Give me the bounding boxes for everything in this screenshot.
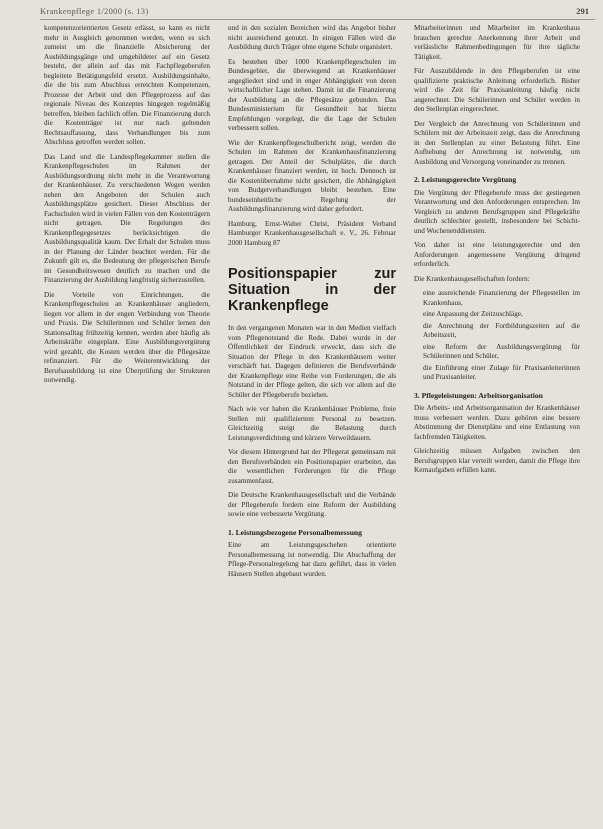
paragraph: Gleichzeitig müssen Aufgaben zwischen den Berufsgruppen klar verteilt werden, damit die Pflege ihre Kernaufgaben erfüllen kann. (414, 447, 580, 474)
paragraph: Der Vergleich der Anrechnung von Schülerinnen und Schülern mit der Arbeitszeit zeigt, dass die Anrechnung in den Stellenplan zu einer Belastung führt. Eine Aufhebung der Anrechnung ist notwendig, um Ausbildung und Versorgung voneinander zu trennen. (414, 119, 580, 166)
header-rule (40, 19, 595, 20)
text-column-middle (228, 24, 396, 824)
paragraph: Eine am Leistungsgeschehen orientierte Personalbemessung ist notwendig. Die Abschaffung der Pflege-Personalregelung hat dazu geführt, dass in vielen Häusern Stellen abgebaut wurden. (228, 541, 396, 578)
list-item: • eine Anpassung der Zeitzuschläge, (423, 310, 580, 320)
paragraph: Wie der Krankenpflegeschulbericht zeigt, werden die Schulen im Rahmen der Krankenhausfinanzierung getragen. Der Anteil der Schulplätze, die durch Krankenhäuser finanziert werden, ist hoch. Dennoch ist die Kostenübernahme nicht gesichert, die Abhängigkeit von Budgetverhandlungen bleibt bestehen. Eine bundeseinheitliche Regelung der Ausbildungsfinanzierung wird daher gefordert. (228, 138, 396, 213)
section-heading: 1. Leistungsbezogene Personalbemessung (228, 527, 362, 537)
text-column-left (44, 24, 210, 824)
paragraph: Die Arbeits- und Arbeitsorganisation der Krankenhäuser muss verbessert werden. Dazu gehören eine bessere Abstimmung der Dienstpläne und eine Entlastung von fachfremden Tätigkeiten. (414, 404, 580, 441)
section-heading: 3. Pflegeleistungen: Arbeitsorganisation (414, 390, 543, 400)
paragraph: und in den sozialen Bereichen wird das Angebot bisher nicht ausreichend genutzt. In einigen Fällen wird die Ausbildung durch Träger ohne eigene Schule organisiert. (228, 24, 396, 51)
paragraph: Die Deutsche Krankenhausgesellschaft und die Verbände der Pflegeberufe fordern eine Reform der Ausbildung sowie eine verbesserte Vergütung. (228, 491, 396, 518)
paragraph: In den vergangenen Monaten war in den Medien vielfach vom Pflegenotstand die Rede. Dabei wurde in der Öffentlichkeit der Eindruck erweckt, dass sich die Situation der Pflege in den Krankenhäusern weiter verschärft hat. Dagegen definieren die Berufsverbände der Krankenpflege eine Reihe von Forderungen, die als Notstand in der Pflege gelten, die sich vor allem auf die Schüler der Pflegeberufe beziehen. (228, 324, 396, 399)
paragraph: kompetenzorientierten Gesetz erlässt, so kann es nicht mehr in Ausgleich genommen werden, wenn es sich zumeist um die finanzielle Absicherung der Ausbildungsgänge und umgebildeter auf ein Gesetz besteht, der allein auf das mit Fachpflegeberufen begleitete Betätigungsfeld ersetzt. Ausbildungsinhalte, die die bis zum Abschluss erreichten Kompetenzen, Prozesse der Arbeit und den Pflegeprozess auf das regionale Niveau des Konzeptes hingegen regelmäßig betreffen, bleiben fachlich offen. Die Finanzierung durch die Kostenträger ist nur nach geltenden Rechtsauffassung, dass Verhandlungen bis zum Abschluss getroffen werden sollen. (44, 24, 210, 146)
paragraph: Es bestehen über 1000 Krankenpflegeschulen im Bundesgebiet, die überwiegend an Krankenhäuser angegliedert sind und in enger Abhängigkeit von deren wirtschaftlicher Lage stehen. Damit ist die Finanzierung der Ausbildung an die Pflegesätze gebunden. Das Bundesministerium für Gesundheit hat hierzu Empfehlungen vorgelegt, die die Lage der Schulen verbessern sollen. (228, 57, 396, 132)
paragraph: Von daher ist eine leistungsgerechte und den Anforderungen angemessene Vergütung dringend erforderlich. (414, 241, 580, 268)
text-column-right (414, 24, 580, 824)
paragraph: Für Auszubildende in den Pflegeberufen ist eine qualifizierte praktische Anleitung erforderlich. Bisher wird die Zeit für Praxisanleitung häufig nicht angerechnet. Die Schülerinnen und Schüler werden in den Stellenplan eingerechnet. (414, 67, 580, 113)
paragraph: Vor diesem Hintergrund hat der Pflegerat gemeinsam mit den Berufsverbänden ein Positionspapier erarbeitet, das die wesentlichen Forderungen für die Pflege zusammenfasst. (228, 448, 396, 485)
list-item: • eine Reform der Ausbildungsvergütung für Schülerinnen und Schüler, (423, 343, 580, 362)
paragraph: Die Krankenhausgesellschaften fordern: (414, 274, 530, 283)
list-item: • die Einführung einer Zulage für Praxisanleiterinnen und Praxisanleiter. (423, 364, 580, 383)
demand-list (414, 289, 580, 383)
paragraph: Die Vorteile von Einrichtungen, die Krankenpflegeschulen an Krankenhäuser angliedern, liegen vor allem in der engen Verbindung von Theorie und Praxis. Die Schülerinnen und Schüler lernen den Stationsalltag frühzeitig kennen, werden aber häufig als Arbeitskräfte eingeplant. Eine Ausbildungsvergütung wird gezahlt, die Kosten werden über die Pflegesätze refinanziert. Für die Weiterentwicklung der Berufsausbildung ist eine Überprüfung der Strukturen notwendig. (44, 290, 210, 384)
section-heading: 2. Leistungsgerechte Vergütung (414, 175, 517, 184)
paragraph: Nach wie vor haben die Krankenhäuser Probleme, freie Stellen mit qualifiziertem Personal zu besetzen. Gleichzeitig steigt die Belastung durch Leistungsverdichtung und kürzere Verweildauern. (228, 405, 396, 442)
article-title: Positionspapier zur Situation in der Krankenpflege (228, 266, 396, 314)
list-item: • eine ausreichende Finanzierung der Pflegestellen im Krankenhaus, (423, 289, 580, 308)
running-title: Krankenpflege 1/2000 (s. 13) (40, 6, 149, 16)
paragraph: Das Land und die Landespflegekammer stellen die Krankenpflegeschulen im Rahmen der Ausbildungsordnung nicht mehr in die Verantwortung der Krankenhäuser. Zu verschiedenen Wegen werden neben den Angeboten der Schulen auch Ausbildungsplätze gesichert. Dieser Abschluss der Fachschulen wird in vielen Fällen von den Kostenträgern nicht getragen. Die Regelungen des Krankenpflegegesetzes berücksichtigen die Ausbildungsqualität kaum. Der Erhalt der Schulen muss in der Planung der Länder beachtet werden. Für die Zukunft gilt es, die Bedeutung der pflegerischen Berufe im Gesundheitswesen deutlich zu machen und die Finanzierung der Ausbildung langfristig sicherzustellen. (44, 152, 210, 284)
paragraph: Mitarbeiterinnen und Mitarbeiter im Krankenhaus brauchen gerechte Anerkennung ihrer Arbeit und verlässliche Rahmenbedingungen für ihre tägliche Tätigkeit. (414, 24, 580, 61)
paragraph: Die Vergütung der Pflegeberufe muss der gestiegenen Verantwortung und den Anforderungen entsprechen. Im Vergleich zu anderen Berufsgruppen sind Pflegekräfte deutlich schlechter gestellt, insbesondere bei Schicht- und Wochenenddiensten. (414, 188, 580, 235)
signature-line: Hamburg, Ernst-Walter Christ, Präsident Verband Hamburger Krankenhausgesellschaft e. V., 26. Februar 2000 Hamburg 87 (228, 219, 396, 247)
list-item: • die Anrechnung der Fortbildungszeiten auf die Arbeitszeit, (423, 322, 580, 341)
page-number: 291 (576, 6, 589, 16)
